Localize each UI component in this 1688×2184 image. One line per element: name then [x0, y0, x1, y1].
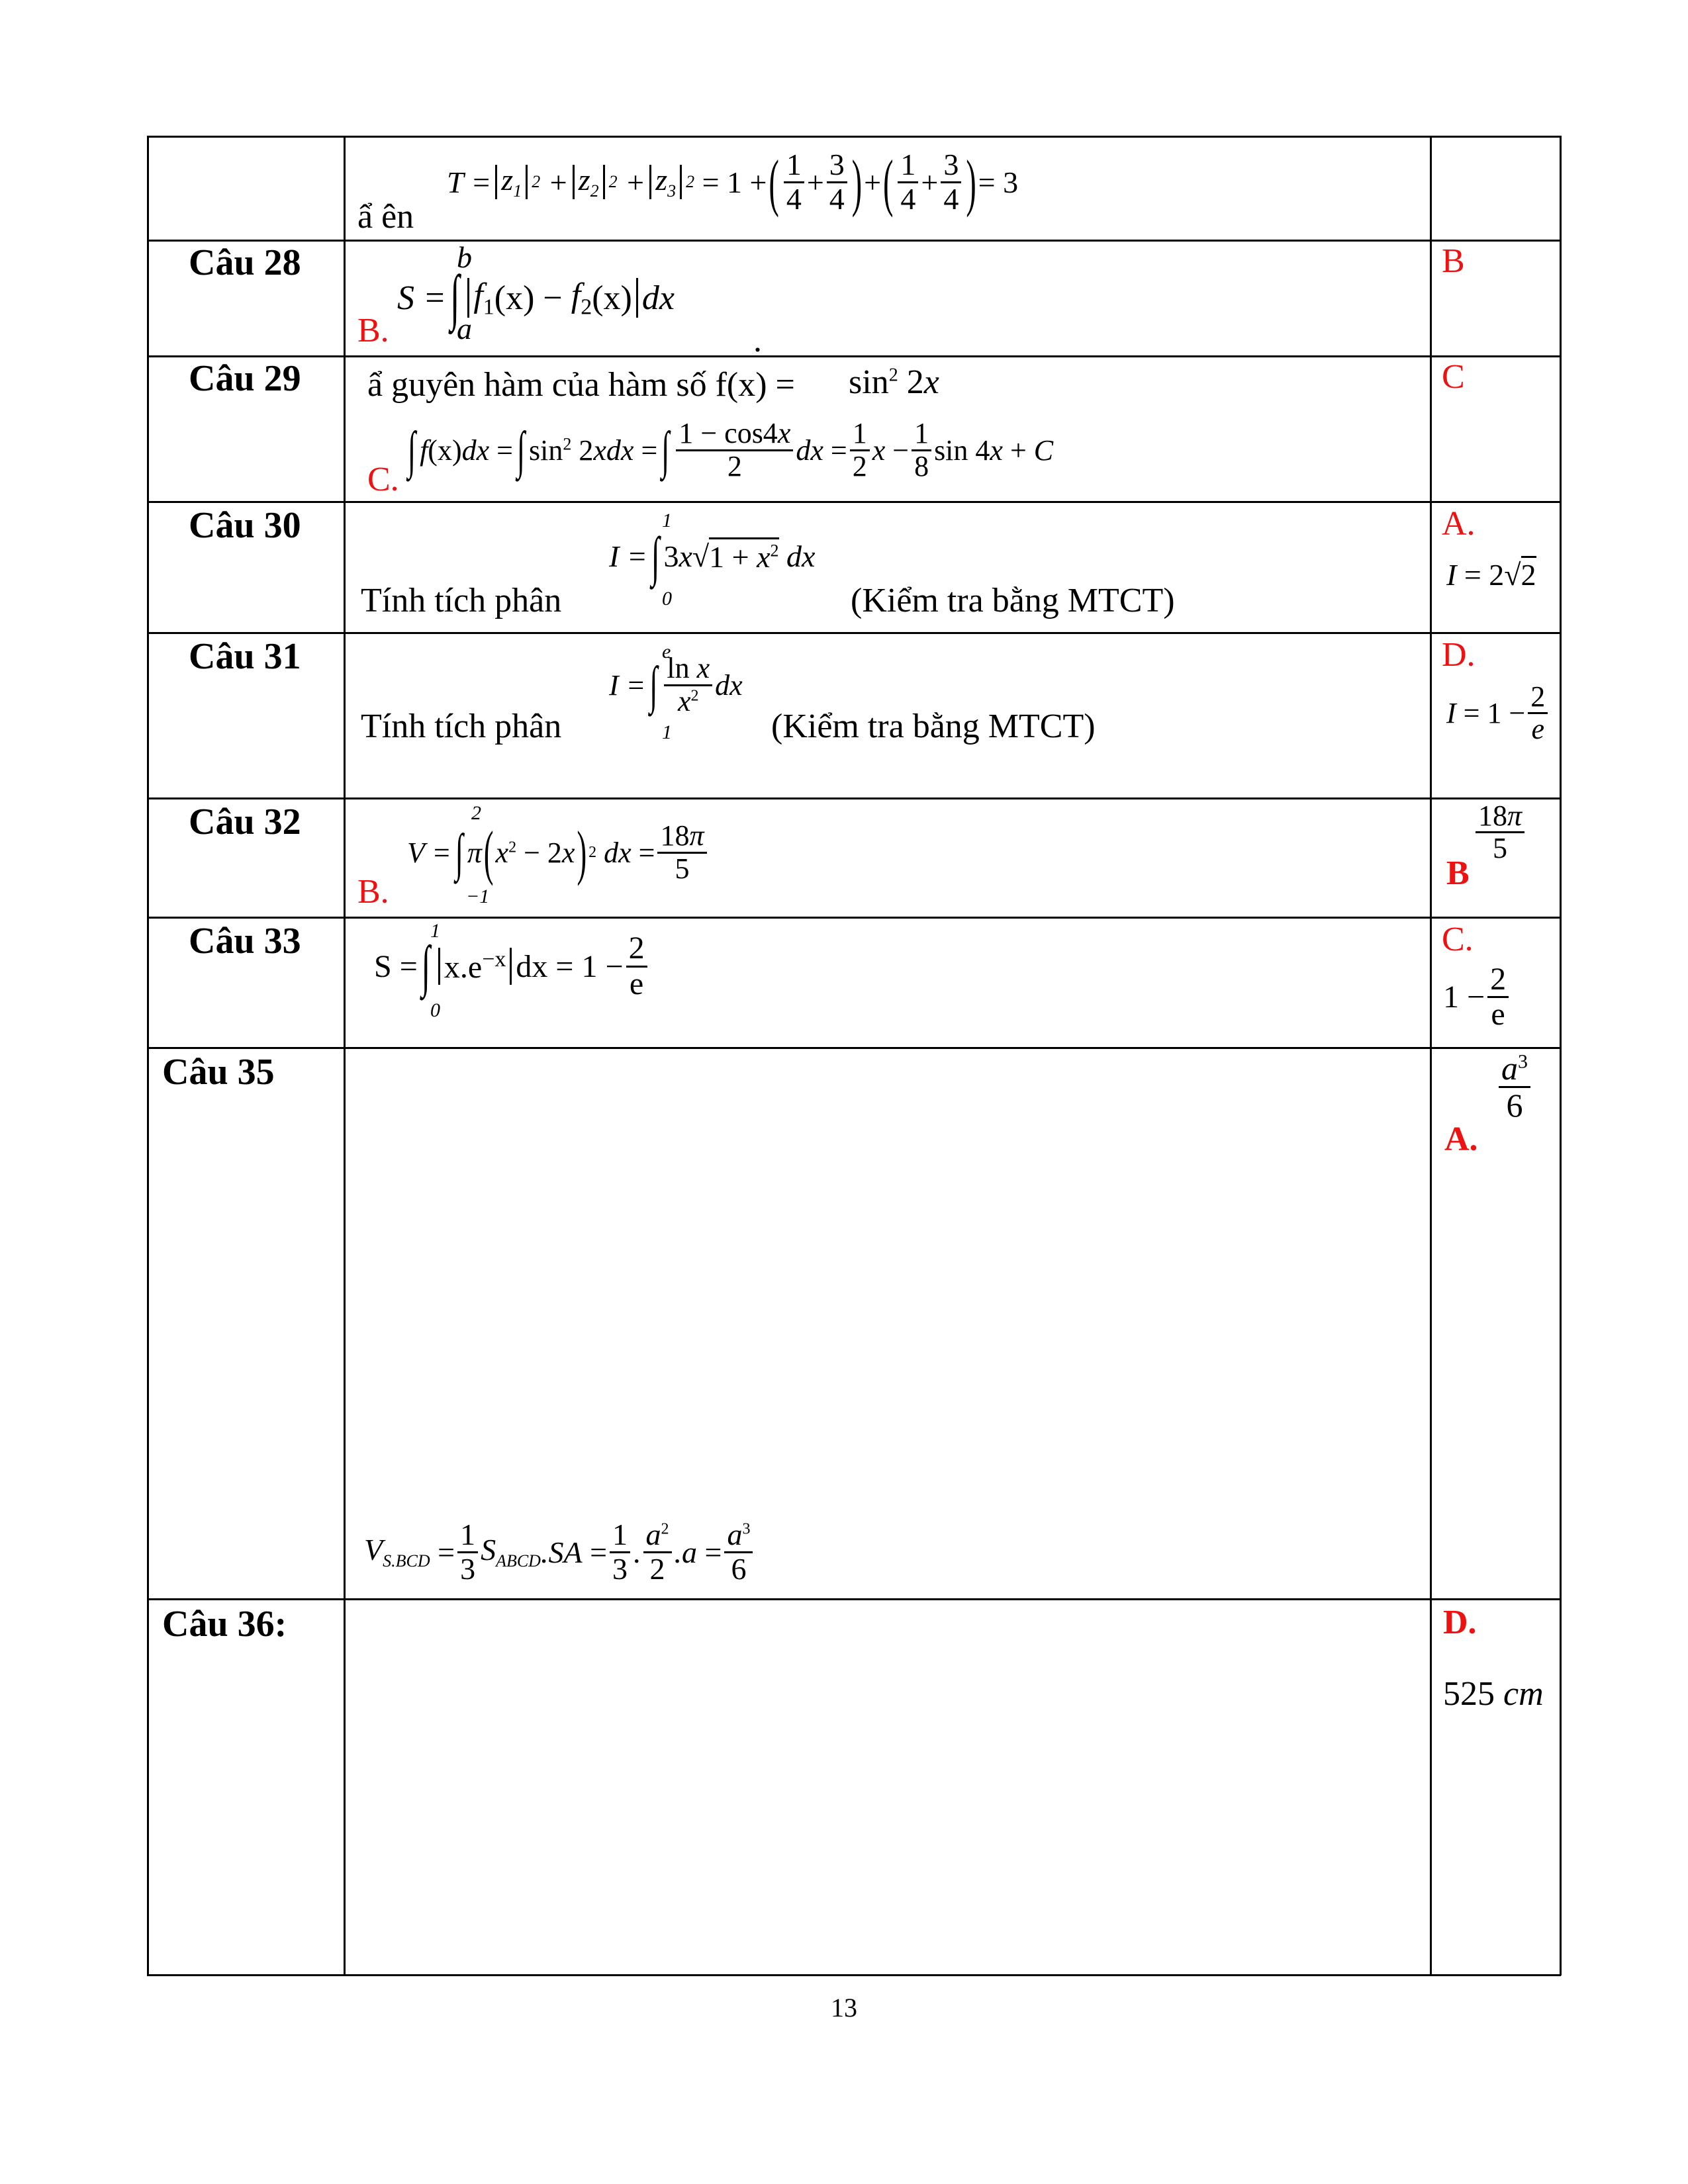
answer-32: B — [1446, 854, 1470, 892]
choice-label-32: B. — [357, 873, 389, 911]
answer-29: C — [1442, 358, 1465, 396]
question-label-32: Câu 32 — [189, 801, 301, 842]
formula-integral-31: I = ∫ $\frac{\text{ln x}}{x^2}$ dx — [609, 652, 743, 717]
row0-note: ẩ ên — [357, 198, 414, 236]
answer-31: D. — [1442, 636, 1476, 674]
answer-30: A. — [1442, 505, 1476, 543]
answer-number-36: 525 — [1443, 1675, 1495, 1713]
question-label-29: Câu 29 — [189, 358, 301, 399]
integral-lower-33: 0 — [430, 999, 440, 1021]
table-border-top — [147, 136, 1561, 138]
row-divider — [147, 632, 1561, 634]
integral-upper-31: e — [662, 641, 671, 662]
check-note-30: (Kiểm tra bằng MTCT) — [851, 582, 1175, 619]
check-note-31: (Kiểm tra bằng MTCT) — [771, 707, 1096, 745]
formula-integral-30: I = ∫ 3 x √ $1 + x^2$ dx — [609, 525, 816, 586]
integral-lower-32: −1 — [466, 886, 490, 907]
integral-lower-30: 0 — [662, 588, 672, 610]
integral-upper-33: 1 — [430, 920, 440, 942]
integral-upper-30: 1 — [662, 510, 672, 531]
choice-label-28: B. — [357, 312, 389, 349]
answer-value-36 — [1443, 1674, 1544, 1713]
formula-area-28: S = ∫ $f_1$ (x) − $f_2$ (x) dx — [397, 263, 675, 332]
formula-area-33: S = ∫ $x.e^{-x}$ dx = 1 − $\frac{2}{e}$ — [374, 927, 650, 1006]
question-label-30: Câu 30 — [189, 505, 301, 546]
row-divider — [147, 1598, 1561, 1600]
answer-unit-36: cm — [1503, 1675, 1544, 1713]
column-divider — [344, 136, 346, 1976]
formula-antiderivative-29: ∫ f (x) dx = ∫ $\sin^2 2$ xdx = ∫ $\frac{1 - \cos 4x}{2}$ dx = $\frac{1}{2}$ x − $\frac{1}{8}$ sin 4 x + C — [408, 417, 1054, 482]
page-number: 13 — [831, 1993, 857, 2023]
function-29: $\sin^2 2x$ — [849, 363, 939, 401]
table-border-bottom — [147, 1974, 1561, 1976]
question-label-36: Câu 36: — [162, 1604, 287, 1645]
answer-value-33: 1 − $\frac{2}{e}$ — [1443, 963, 1511, 1032]
question-label-33: Câu 33 — [189, 921, 301, 962]
row-divider — [147, 240, 1561, 242]
integral-upper-28: b — [457, 240, 472, 274]
prompt-29: ẩ guyên hàm của hàm số f(x) = — [367, 366, 795, 404]
integral-lower-31: 1 — [662, 721, 672, 743]
choice-label-29: C. — [367, 461, 399, 498]
formula-volume-32: V = ∫ π ( $x^2$ − 2 x ) 2 dx = $\frac{18\pi}{5}$ — [407, 813, 710, 892]
answer-value-35: $\frac{a^3}{6}$ — [1496, 1051, 1533, 1122]
question-label-28: Câu 28 — [189, 242, 301, 283]
column-divider — [1430, 136, 1432, 1976]
answer-value-32: $\frac{18\pi}{5}$ — [1473, 801, 1527, 864]
question-label-35: Câu 35 — [162, 1052, 275, 1093]
answer-value-31: I = 1 − $\frac{2}{e}$ — [1446, 682, 1550, 745]
answer-35: A. — [1444, 1120, 1478, 1158]
answer-28: B — [1442, 242, 1465, 280]
integral-upper-32: 2 — [471, 802, 481, 824]
question-label-31: Câu 31 — [189, 636, 301, 677]
integral-lower-28: a — [457, 312, 472, 345]
trailing-dot-28: . — [753, 322, 762, 359]
answer-value-30: I = 2√2 — [1446, 557, 1536, 592]
row-divider — [147, 917, 1561, 919]
prompt-31: Tính tích phân — [361, 707, 562, 745]
answer-33: C. — [1442, 921, 1474, 958]
row-divider — [147, 1047, 1561, 1049]
answer-36: D. — [1443, 1604, 1477, 1641]
formula-t-sum: T = $z_1$ 2 + $z_2$ 2 + $z_3$ 2 = 1 + ( $\frac{1}{4}$ + $\frac{3}{4}$ ) + ( $\frac{1}{4}$ + $\frac{3}{4}$ ) = 3 — [447, 146, 1019, 218]
column-divider — [1560, 136, 1562, 1976]
row-divider — [147, 501, 1561, 503]
row-divider — [147, 797, 1561, 799]
prompt-30: Tính tích phân — [361, 582, 562, 619]
column-divider — [147, 136, 149, 1976]
formula-volume-35: $V_{S.BCD}$ = $\frac{1}{3}$ $S_{ABCD}$ .SA = $\frac{1}{3}$ . $\frac{a^2}{2}$ .a = $\frac{a^3}{6}$ — [364, 1509, 755, 1595]
row-divider — [147, 355, 1561, 357]
